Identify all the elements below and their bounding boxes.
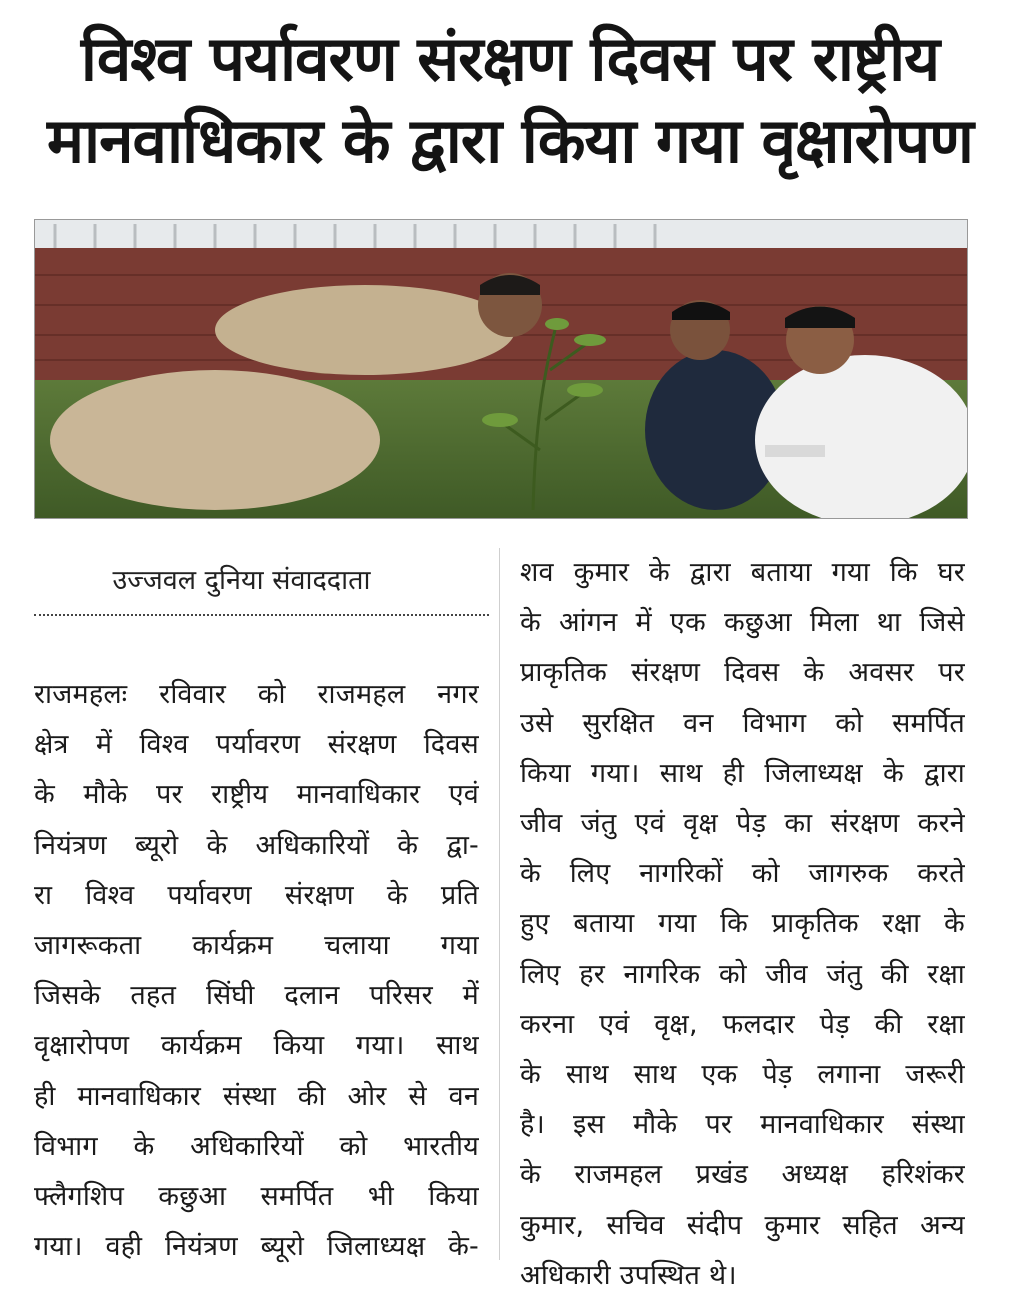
text-line: के आंगन में एक कछुआ मिला था जिसे xyxy=(520,607,965,639)
text-line: उसे सुरक्षित वन विभाग को समर्पित xyxy=(520,707,965,739)
right-column xyxy=(520,548,965,1301)
text-line: किया गया। साथ ही जिलाध्यक्ष के द्वारा xyxy=(520,757,965,789)
tree-planting-photo-icon xyxy=(35,220,967,518)
text-line: जिसके तहत सिंघी दलान परिसर में xyxy=(34,980,479,1012)
text-line: वृक्षारोपण कार्यक्रम किया गया। साथ xyxy=(34,1030,479,1062)
text-line: जागरूकता कार्यक्रम चलाया गया xyxy=(34,930,479,962)
headline-line-1: विश्व पर्यावरण संरक्षण दिवस पर राष्ट्रीय xyxy=(80,22,940,95)
text-line: ही मानवाधिकार संस्था की ओर से वन xyxy=(34,1080,479,1112)
text-line: हुए बताया गया कि प्राकृतिक रक्षा के xyxy=(520,908,965,940)
text-line: है। इस मौके पर मानवाधिकार संस्था xyxy=(520,1109,965,1141)
text-line: विभाग के अधिकारियों को भारतीय xyxy=(34,1130,479,1162)
text-line: जीव जंतु एवं वृक्ष पेड़ का संरक्षण करने xyxy=(520,808,965,840)
text-line: कुमार, सचिव संदीप कुमार सहित अन्य xyxy=(520,1209,965,1241)
text-line: रा विश्व पर्यावरण संरक्षण के प्रति xyxy=(34,879,479,911)
text-line: के साथ साथ एक पेड़ लगाना जरूरी xyxy=(520,1059,965,1091)
text-line: प्राकृतिक संरक्षण दिवस के अवसर पर xyxy=(520,657,965,689)
text-line: नियंत्रण ब्यूरो के अधिकारियों के द्वा- xyxy=(34,829,479,861)
text-line: शव कुमार के द्वारा बताया गया कि घर xyxy=(520,557,965,588)
text-line: लिए हर नागरिक को जीव जंतु की रक्षा xyxy=(520,958,965,990)
news-photo xyxy=(34,219,968,519)
right-column-text xyxy=(520,548,965,1301)
text-line: राजमहलः रविवार को राजमहल नगर xyxy=(34,679,479,710)
column-divider xyxy=(499,548,500,1260)
headline xyxy=(20,18,1000,182)
text-line: के मौके पर राष्ट्रीय मानवाधिकार एवं xyxy=(34,779,479,811)
headline-line-2: मानवाधिकार के द्वारा किया गया वृक्षारोपण xyxy=(46,104,974,177)
text-line: गया। वही नियंत्रण ब्यूरो जिलाध्यक्ष के- xyxy=(34,1231,479,1263)
left-column-text xyxy=(34,670,479,1272)
text-line: के लिए नागरिकों को जागरुक करते xyxy=(520,858,965,890)
text-line: फ्लैगशिप कछुआ समर्पित भी किया xyxy=(34,1181,479,1213)
text-line: के राजमहल प्रखंड अध्यक्ष हरिशंकर xyxy=(520,1159,965,1191)
dotted-separator xyxy=(34,614,489,616)
text-line: क्षेत्र में विश्व पर्यावरण संरक्षण दिवस xyxy=(34,729,479,761)
text-line: करना एवं वृक्ष, फलदार पेड़ की रक्षा xyxy=(520,1008,965,1040)
left-column xyxy=(34,560,479,1272)
byline: उज्जवल दुनिया संवाददाता xyxy=(112,565,371,596)
text-line: अधिकारी उपस्थित थे। xyxy=(520,1259,737,1291)
